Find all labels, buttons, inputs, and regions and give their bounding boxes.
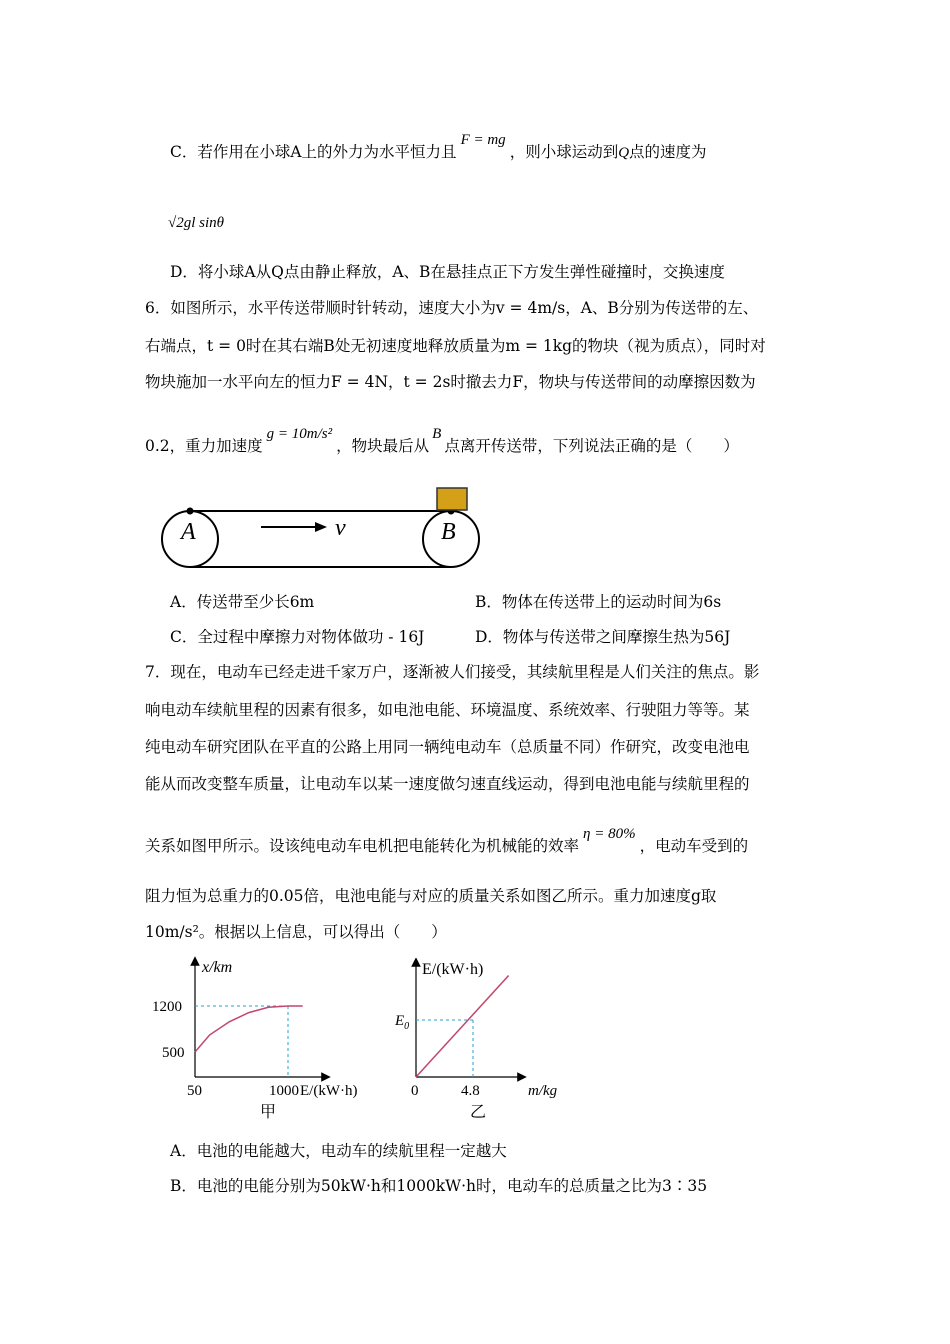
q6-gravity-formula: g = 10m/s² bbox=[266, 426, 333, 442]
q6-option-b: B．物体在传送带上的运动时间为6s bbox=[475, 593, 722, 611]
q7-stem-line-5-text-2: ，电动车受到的 bbox=[639, 837, 749, 855]
q5-option-c-text-3: 点的速度为 bbox=[629, 143, 707, 161]
yi-y-tick-e0: $E_0$ bbox=[395, 1013, 410, 1032]
yi-origin-label: 0 bbox=[411, 1083, 419, 1099]
q6-stem-line-3: 物块施加一水平向左的恒力F = 4N，t = 2s时撤去力F，物块与传送带间的动摩擦因数为 bbox=[145, 373, 756, 391]
yi-x-tick-48: 4.8 bbox=[461, 1083, 480, 1099]
label-b: B bbox=[441, 519, 456, 545]
q6-point-b: B bbox=[432, 426, 442, 442]
q7-stem-line-7: 10m/s²。根据以上信息，可以得出（ ） bbox=[145, 923, 447, 941]
q5-option-d: D．将小球A从Q点由静止释放，A、B在悬挂点正下方发生弹性碰撞时，交换速度 bbox=[170, 263, 725, 281]
q6-stem-line-1: 6．如图所示，水平传送带顺时针转动，速度大小为v = 4m/s，A、B分别为传送带的左、 bbox=[145, 299, 759, 317]
q5-option-c-answer: √2gl sinθ bbox=[168, 215, 225, 231]
q5-option-c-formula: F = mg bbox=[460, 132, 506, 148]
q6-stem-line-4 bbox=[145, 426, 739, 457]
yi-x-label: m/kg bbox=[528, 1083, 558, 1099]
jia-x-label: E/(kW·h) bbox=[300, 1083, 358, 1099]
q5-option-c bbox=[170, 132, 707, 163]
yi-y-label: E/(kW·h) bbox=[422, 961, 484, 978]
q5-option-c-text-2: ，则小球运动到 bbox=[509, 143, 619, 161]
block bbox=[437, 488, 467, 510]
q7-stem-line-5-text: 关系如图甲所示。设该纯电动车电机把电能转化为机械能的效率 bbox=[145, 837, 580, 855]
velocity-arrow-head bbox=[315, 522, 327, 532]
label-v: v bbox=[335, 515, 346, 541]
q7-stem-line-2: 响电动车续航里程的因素有很多，如电池电能、环境温度、系统效率、行驶阻力等等。某 bbox=[145, 701, 750, 719]
q6-stem-line-4-text: 0.2，重力加速度 bbox=[145, 437, 263, 455]
q6-option-d: D．物体与传送带之间摩擦生热为56J bbox=[475, 628, 731, 646]
q6-stem-line-4-text-2: ，物块最后从 bbox=[336, 437, 430, 455]
q7-stem-line-3: 纯电动车研究团队在平直的公路上用同一辆纯电动车（总质量不同）作研究，改变电池电 bbox=[145, 738, 750, 756]
q6-option-a: A．传送带至少长6m bbox=[170, 593, 315, 611]
q7-stem-line-6: 阻力恒为总重力的0.05倍，电池电能与对应的质量关系如图乙所示。重力加速度g取 bbox=[145, 887, 717, 905]
yi-title: 乙 bbox=[470, 1104, 487, 1121]
chart-jia bbox=[150, 955, 390, 1125]
jia-y-tick-500: 500 bbox=[162, 1045, 185, 1061]
yi-series-line bbox=[416, 976, 509, 1077]
chart-yi bbox=[390, 958, 590, 1128]
q7-stem-line-5 bbox=[145, 826, 749, 857]
q7-stem-line-1: 7．现在，电动车已经走进千家万户，逐渐被人们接受，其续航里程是人们关注的焦点。影 bbox=[145, 663, 760, 681]
jia-y-label: x/km bbox=[202, 959, 233, 976]
jia-y-tick-1200: 1200 bbox=[152, 999, 182, 1015]
q7-option-a: A．电池的电能越大，电动车的续航里程一定越大 bbox=[170, 1142, 507, 1160]
point-a-dot bbox=[187, 508, 194, 515]
jia-series-line bbox=[195, 1006, 303, 1052]
jia-x-tick-1000: 1000 bbox=[269, 1083, 299, 1099]
q7-stem-line-4: 能从而改变整车质量，让电动车以某一速度做匀速直线运动，得到电池电能与续航里程的 bbox=[145, 775, 750, 793]
q6-stem-line-4-text-3: 点离开传送带，下列说法正确的是（ ） bbox=[444, 437, 739, 455]
jia-x-tick-50: 50 bbox=[187, 1083, 202, 1099]
label-a: A bbox=[181, 519, 196, 545]
jia-title: 甲 bbox=[260, 1104, 277, 1121]
q6-option-c: C．全过程中摩擦力对物体做功 - 16J bbox=[170, 628, 425, 646]
q5-option-c-q: Q bbox=[618, 145, 630, 161]
q7-efficiency-formula: η = 80% bbox=[583, 826, 636, 842]
q6-stem-line-2: 右端点，t = 0时在其右端B处无初速度地释放质量为m = 1kg的物块（视为质点），同时对 bbox=[145, 337, 766, 355]
conveyor-belt-figure bbox=[155, 482, 490, 574]
q7-option-b: B．电池的电能分别为50kW·h和1000kW·h时，电动车的总质量之比为3∶35 bbox=[170, 1177, 708, 1195]
q5-option-c-text: C．若作用在小球A上的外力为水平恒力且 bbox=[170, 143, 457, 161]
